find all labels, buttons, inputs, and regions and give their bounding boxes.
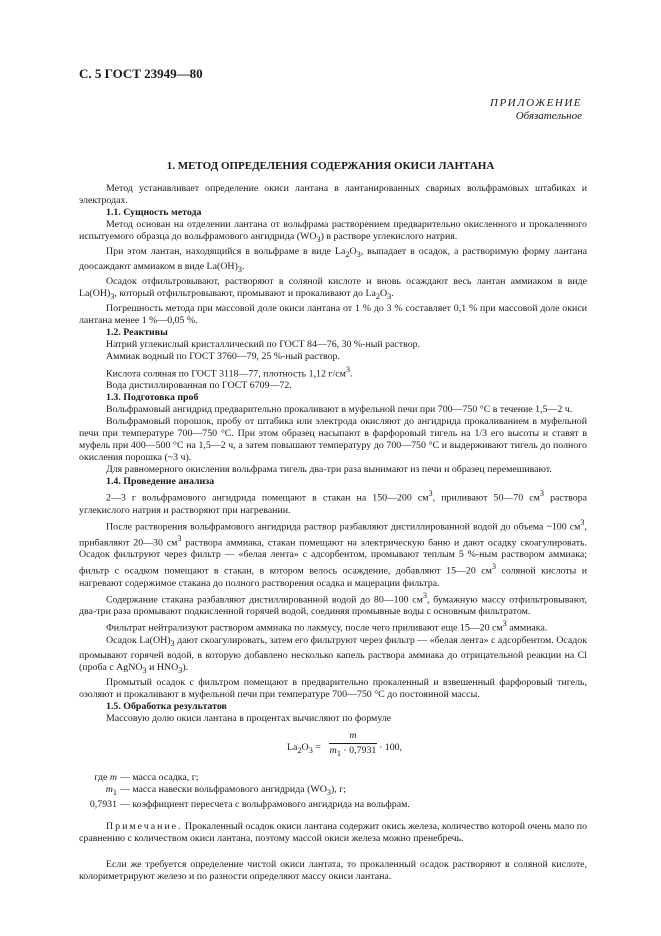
legend-text: — масса осадка, г; <box>120 771 199 783</box>
paragraph: После растворения вольфрамового ангидрида раствор разбавляют дистиллированной водой до объема ~100 $см^3$, прибавляют 20—30 $см^3$ раствора аммиака, стакан помещают на электрическую баню и дают осадку скоагулировать. Осадок фильтруют через фильтр — «белая лента» с адсорбентом, промывают теплым 5 %-ным раствором аммиака; фильтр с осадком помещают в стакан, в котором велось осаждение, добавляют 15—20 $см^3$ соляной кислоты и нагревают содержимое стакана до полного растворения осадка и мацерации фильтра. <box>79 517 587 589</box>
legend-row <box>79 784 587 799</box>
legend-row <box>79 799 587 811</box>
paragraph: Погрешность метода при массовой доле окиси лантана от 1 % до 3 % составляет 0,1 % при массовой доле окиси лантана менее 1 %—0,05 %. <box>79 303 587 327</box>
paragraph: При этом лантан, находящийся в вольфраме в виде $La_2O_3$, выпадает в осадок, а растворимую форму лантана доосаждают аммиаком в виде $La(OH)_3$. <box>79 246 587 275</box>
section-heading: 1.4. Проведение анализа <box>106 476 215 488</box>
formula-right: · 100, <box>379 741 403 753</box>
section-title: 1. МЕТОД ОПРЕДЕЛЕНИЯ СОДЕРЖАНИЯ ОКИСИ ЛАНТАНА <box>166 160 495 172</box>
formula-legend <box>79 772 587 811</box>
legend-symbol: $m_1$ <box>105 783 117 797</box>
section-heading: 1.3. Подготовка проб <box>106 391 199 403</box>
paragraph: Вольфрамовый ангидрид предварительно прокаливают в муфельной печи при 700—750 °С в течение 1,5—2 ч. <box>106 403 573 415</box>
legend-text: — масса навески вольфрамового ангидрида $(WO_3)$, г; <box>120 783 346 797</box>
paragraph: Натрий углекислый кристаллический по ГОСТ 84—76, 30 %-ный раствор. <box>106 339 421 351</box>
paragraph: Осадок отфильтровывают, растворяют в соляной кислоте и вновь осаждают весь лантан аммиаком в виде $La(OH)_3$, который отфильтровывают, промывают и прокаливают до $La_2O_3$. <box>79 276 587 302</box>
paragraph: Содержание стакана разбавляют дистиллированной водой до 80—100 $см^3$, бумажную массу отфильтровывают, два-три раза промывают подкисленной горячей водой, соединяя промывные воды с основным фильтратом. <box>79 590 587 618</box>
formula <box>79 730 587 768</box>
paragraph: Вольфрамовый порошок, пробу от штабика или электрода окисляют до ангидрида прокаливанием в муфельной печи при температуре 700—750 °С. При этом образец насыпают в фарфоровый тигель на 1/3 его высоты и ставят в муфель при 400—500 °С на 1,5—2 ч, а затем повышают температуру до 700—750 °С и выдерживают тигель до полного окисления порошка (~3 ч). <box>79 416 587 464</box>
formula-denominator: $m_1 \cdot 0,7931$ <box>329 744 377 758</box>
section-heading: 1.1. Сущность метода <box>106 207 202 219</box>
text-blocks <box>79 183 587 725</box>
paragraph: Метод основан на отделении лантана от вольфрама растворением предварительно окисленного и прокаленного испытуемого образца до вольфрамового ангидрида $(WO_3)$ в растворе углекислого натрия. <box>79 219 587 245</box>
formula-numerator: m <box>329 730 377 744</box>
paragraph: Массовую долю окиси лантана в процентах вычисляют по формуле <box>106 712 392 724</box>
formula-left: $La_2O_3$ = <box>287 741 321 755</box>
legend-symbol: где m <box>94 771 117 783</box>
note-text: Прокаленный осадок окиси лантана содержит окись железа, количество которой очень мало по сравнению с количеством окиси лантана, поэтому массой окиси железа можно пренебречь. <box>79 820 588 844</box>
section-heading: 1.2. Реактивы <box>106 327 168 339</box>
note-label: Примечание. <box>106 820 183 832</box>
legend-symbol: 0,7931 <box>89 798 117 810</box>
paragraph: Осадок $La(OH)_3$ дают скоагулировать, затем его фильтруют через фильтр — «белая лента» с адсорбентом. Осадок промывают горячей водой, в которую добавлено несколько капель раствора аммиака до отрицательной реакции на Cl (проба с AgNO$_3$ и $HNO_3$). <box>79 634 588 675</box>
paragraph: 2—3 г вольфрамового ангидрида помещают в стакан на 150—200 $см^3$, приливают 50—70 $см^3$ раствора углекислого натрия и растворяют при нагревании. <box>79 489 587 516</box>
paragraph: Кислота соляная по ГОСТ 3118—77, плотность 1,12 $г/см^3$. <box>106 364 353 379</box>
paragraph: Для равномерного окисления вольфрама тигель два-три раза вынимают из печи и образец перемешивают. <box>106 464 552 476</box>
document-body <box>79 183 587 883</box>
note <box>79 821 587 845</box>
paragraph: Фильтрат нейтрализуют раствором аммиака по лакмусу, после чего приливают еще 15—20 $см^3$ аммиака. <box>106 619 548 634</box>
appendix-title: ПРИЛОЖЕНИЕ <box>490 97 582 109</box>
legend-row <box>79 772 587 784</box>
paragraph: Метод устанавливает определение окиси лантана в лантанированных сварных вольфрамовых штабиках и электродах. <box>79 183 587 207</box>
legend-text: — коэффициент пересчета с вольфрамового ангидрида на вольфрам. <box>120 798 410 810</box>
final-paragraph: Если же требуется определение чистой окиси лантата, то прокаленный осадок растворяют в соляной кислоте, колориметрируют железо и по разности определяют массу окиси лантана. <box>79 859 587 883</box>
appendix-label <box>490 97 582 123</box>
appendix-subtitle: Обязательное <box>515 110 582 122</box>
section-heading: 1.5. Обработка результатов <box>106 700 227 712</box>
formula-fraction <box>329 730 377 760</box>
paragraph: Аммиак водный по ГОСТ 3760—79, 25 %-ный раствор. <box>106 351 340 363</box>
paragraph: Промытый осадок с фильтром помещают в предварительно прокаленный и взвешенный фарфоровый тигель, озоляют и прокаливают в муфельной печи при температуре 700—750 °С до постоянной массы. <box>79 676 587 700</box>
paragraph: Вода дистиллированная по ГОСТ 6709—72. <box>106 379 292 391</box>
page-header: С. 5 ГОСТ 23949—80 <box>79 66 203 81</box>
